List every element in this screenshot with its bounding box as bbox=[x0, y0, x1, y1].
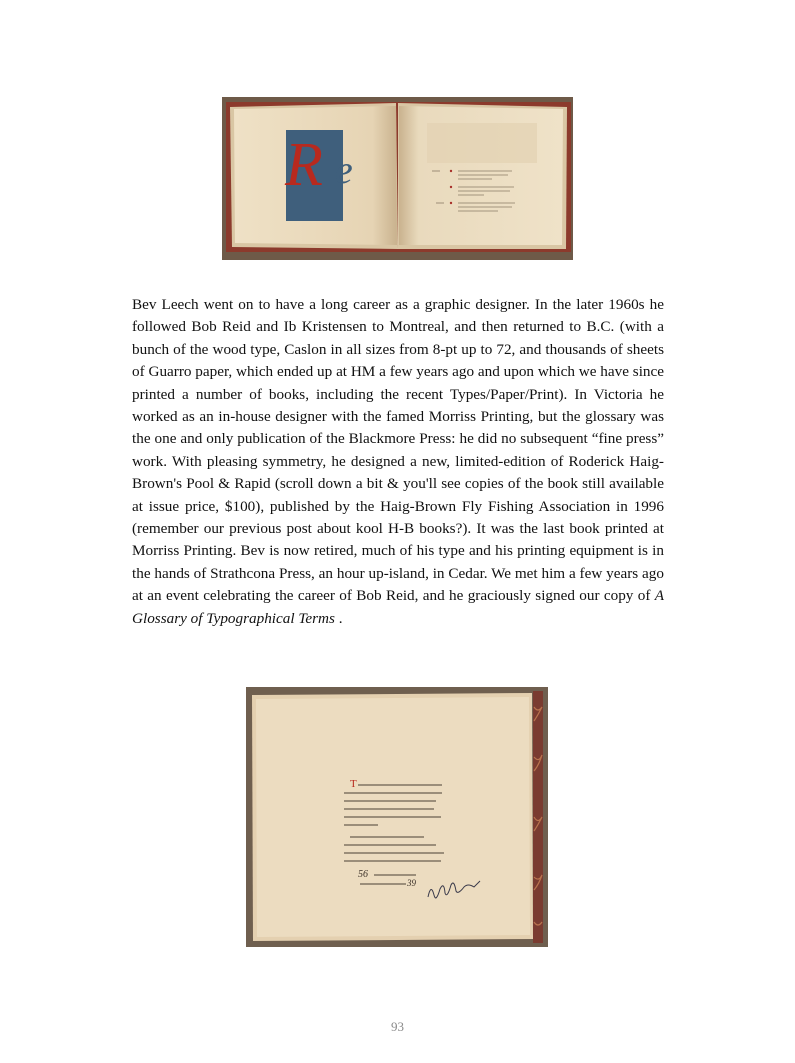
book-title: A Glossary of Typographical Terms bbox=[132, 587, 664, 627]
colophon-illustration bbox=[246, 687, 548, 947]
paragraph-end: . bbox=[334, 609, 343, 627]
book-spread-illustration bbox=[222, 97, 573, 260]
initial-letter-r: R bbox=[285, 131, 323, 199]
paragraph-text: Bev Leech went on to have a long career as a graphic designer. In the later 1960s he followed Bob Reid and Ib Kristensen to Montreal, and then returned to B.C. (with a bunch of the wood type, Caslon in all sizes from 8-pt up to 72, and thousands of sheets of Guarro paper, which ended up at HM a few years ago and upon which we have since printed a number of books, including the recent Types/Paper/Print). In Victoria he worked as an in-house designer with the famed Morriss Printing, but the glossary was the one and only publication of the Blackmore Press: he did no subsequent “fine press” work. With pleasing symmetry, he designed a new, limited-edition of Roderick Haig-Brown's Pool & Rapid (scroll down a bit & you'll see copies of the book still available at issue price, $100), published by the Haig-Brown Fly Fishing Association in 1996 (remember our previous post about kool H-B books?). It was the last book printed at Morriss Printing. Bev is now retired, much of his type and his printing equipment is in the hands of Strathcona Press, an hour up-island, in Cedar. We met him a few years ago at an event celebrating the career of Bob Reid, and he graciously signed our copy of bbox=[132, 296, 664, 605]
article-paragraph bbox=[132, 294, 664, 630]
initial-letter-e: e bbox=[335, 147, 353, 192]
copy-number: 39 bbox=[407, 878, 416, 888]
book-spread-photo bbox=[222, 97, 573, 260]
page-number: 93 bbox=[391, 1019, 404, 1034]
svg-text:T: T bbox=[350, 778, 357, 790]
colophon-page-photo bbox=[246, 687, 548, 947]
signature-number: 56 bbox=[358, 869, 368, 880]
